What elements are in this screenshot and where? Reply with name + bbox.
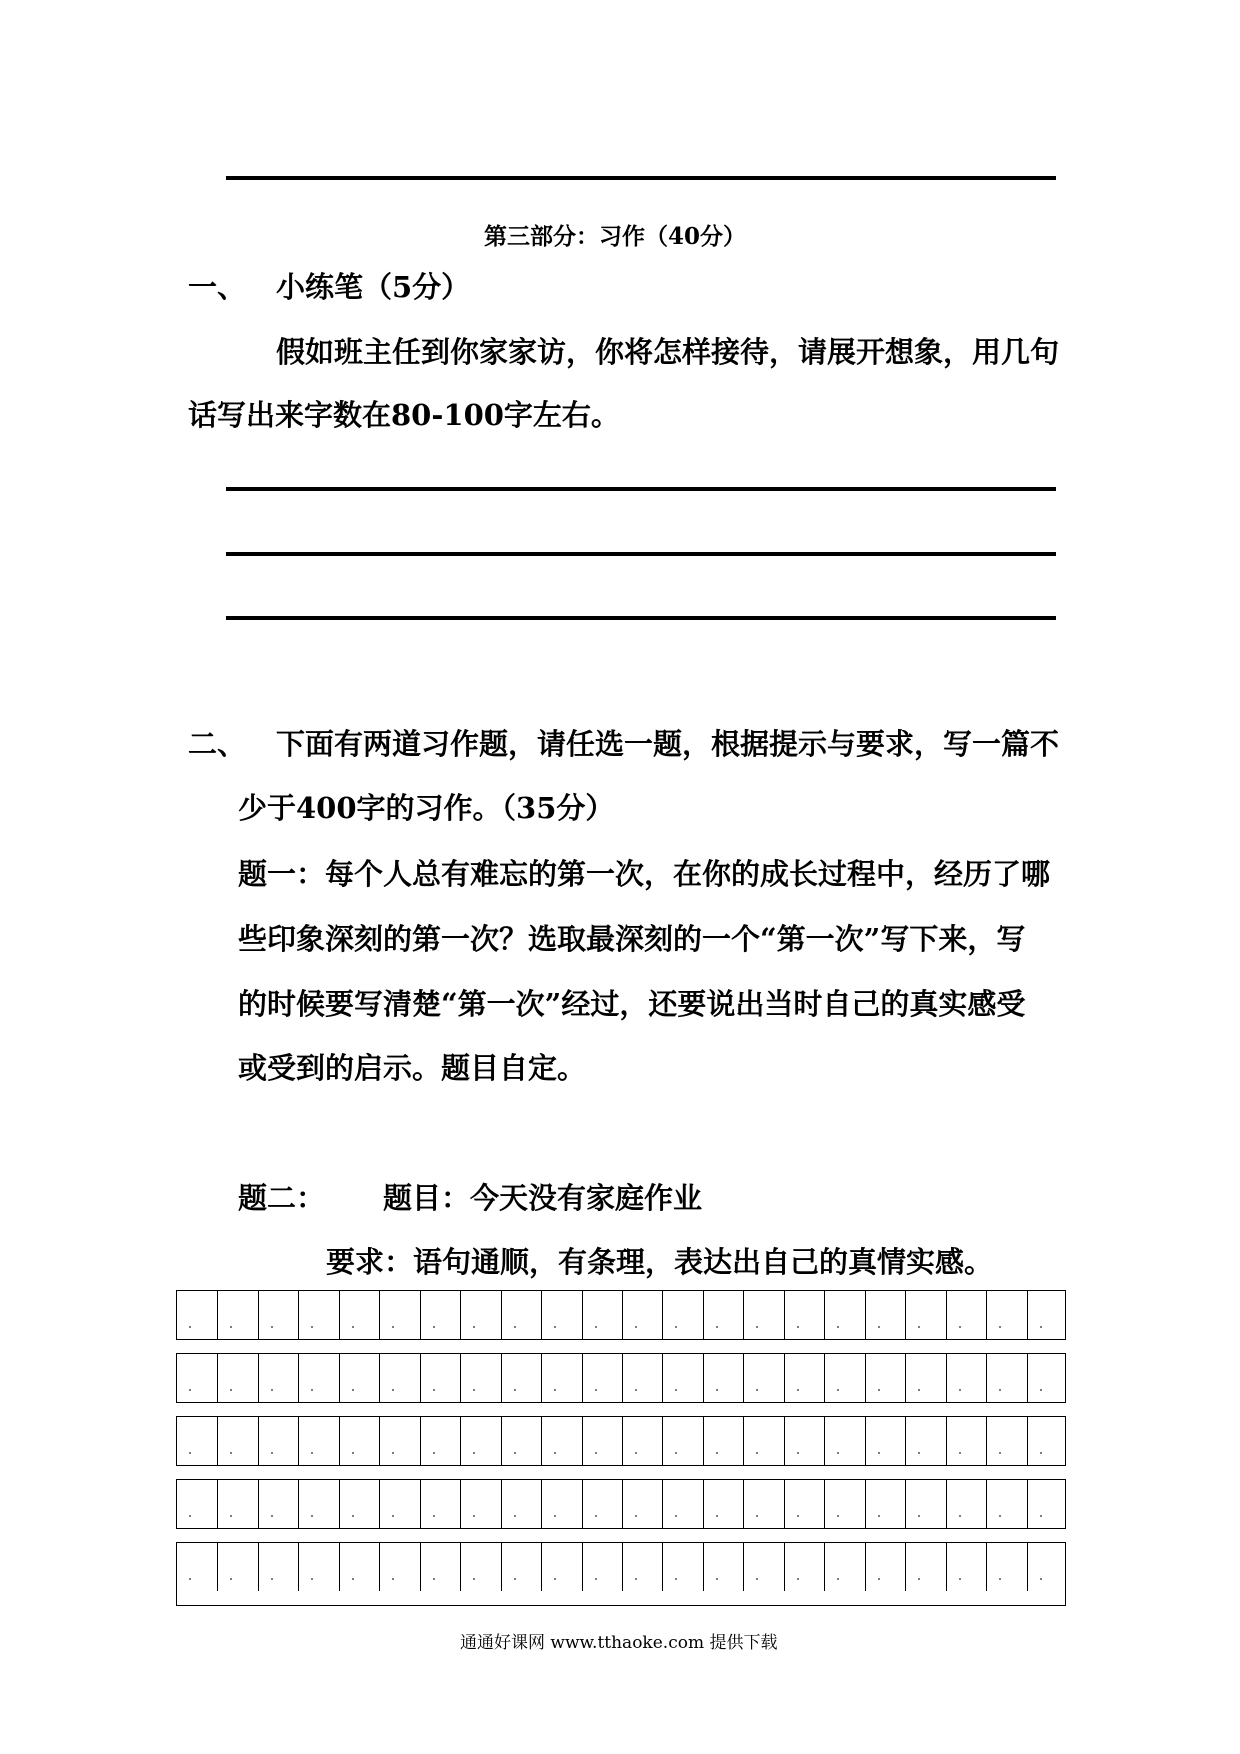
grid-cell[interactable] bbox=[1027, 1291, 1067, 1339]
grid-cell[interactable] bbox=[420, 1543, 460, 1591]
grid-cell[interactable] bbox=[258, 1417, 298, 1465]
grid-dot bbox=[352, 1452, 354, 1454]
grid-dot bbox=[230, 1389, 232, 1391]
grid-cell[interactable] bbox=[217, 1417, 257, 1465]
grid-dot bbox=[554, 1578, 556, 1580]
grid-dot bbox=[473, 1515, 475, 1517]
grid-cell[interactable] bbox=[379, 1417, 419, 1465]
grid-cell[interactable] bbox=[784, 1291, 824, 1339]
grid-dot bbox=[999, 1515, 1001, 1517]
grid-cell[interactable] bbox=[298, 1480, 338, 1528]
grid-dot bbox=[473, 1452, 475, 1454]
grid-dot bbox=[473, 1389, 475, 1391]
grid-dot bbox=[716, 1578, 718, 1580]
grid-cell[interactable] bbox=[541, 1543, 581, 1591]
grid-cell[interactable] bbox=[501, 1543, 541, 1591]
grid-cell[interactable] bbox=[905, 1417, 945, 1465]
writing-grid[interactable] bbox=[176, 1290, 1066, 1606]
grid-cell[interactable] bbox=[258, 1291, 298, 1339]
grid-dot bbox=[635, 1578, 637, 1580]
grid-dot bbox=[392, 1389, 394, 1391]
grid-dot bbox=[837, 1515, 839, 1517]
grid-cell[interactable] bbox=[1027, 1543, 1067, 1591]
grid-cell[interactable] bbox=[824, 1480, 864, 1528]
grid-cell[interactable] bbox=[258, 1480, 298, 1528]
grid-dot bbox=[189, 1326, 191, 1328]
grid-cell[interactable] bbox=[743, 1417, 783, 1465]
grid-cell[interactable] bbox=[946, 1354, 986, 1402]
grid-cell[interactable] bbox=[622, 1291, 662, 1339]
grid-dot bbox=[230, 1578, 232, 1580]
grid-cell[interactable] bbox=[420, 1417, 460, 1465]
grid-dot bbox=[959, 1578, 961, 1580]
grid-cell[interactable] bbox=[582, 1354, 622, 1402]
grid-dot bbox=[797, 1326, 799, 1328]
part1-prompt-line1: 假如班主任到你家家访，你将怎样接待，请展开想象，用几句 bbox=[276, 335, 1060, 369]
grid-cell[interactable] bbox=[217, 1291, 257, 1339]
grid-dot bbox=[918, 1452, 920, 1454]
grid-dot bbox=[675, 1452, 677, 1454]
grid-cell[interactable] bbox=[946, 1291, 986, 1339]
grid-dot bbox=[756, 1452, 758, 1454]
part2-intro-line1: 下面有两道习作题，请任选一题，根据提示与要求，写一篇不 bbox=[276, 727, 1060, 761]
grid-dot bbox=[837, 1389, 839, 1391]
grid-dot bbox=[595, 1578, 597, 1580]
grid-cell[interactable] bbox=[420, 1354, 460, 1402]
grid-dot bbox=[878, 1515, 880, 1517]
grid-cell[interactable] bbox=[460, 1354, 500, 1402]
grid-dot bbox=[1040, 1389, 1042, 1391]
grid-cell[interactable] bbox=[339, 1291, 379, 1339]
grid-dot bbox=[1040, 1326, 1042, 1328]
grid-cell[interactable] bbox=[946, 1480, 986, 1528]
topic2-requirement: 要求：语句通顺，有条理，表达出自己的真情实感。 bbox=[326, 1245, 994, 1279]
grid-dot bbox=[473, 1326, 475, 1328]
grid-dot bbox=[999, 1326, 1001, 1328]
grid-cell[interactable] bbox=[784, 1543, 824, 1591]
grid-cell[interactable] bbox=[582, 1417, 622, 1465]
grid-cell[interactable] bbox=[824, 1291, 864, 1339]
grid-cell[interactable] bbox=[986, 1417, 1026, 1465]
grid-dot bbox=[271, 1578, 273, 1580]
grid-cell[interactable] bbox=[420, 1480, 460, 1528]
grid-dot bbox=[352, 1515, 354, 1517]
grid-dot bbox=[797, 1452, 799, 1454]
grid-dot bbox=[352, 1326, 354, 1328]
grid-cell[interactable] bbox=[986, 1543, 1026, 1591]
grid-row bbox=[176, 1353, 1066, 1403]
grid-cell[interactable] bbox=[662, 1354, 702, 1402]
grid-cell[interactable] bbox=[662, 1480, 702, 1528]
grid-cell[interactable] bbox=[784, 1417, 824, 1465]
part1-prompt-line2: 话写出来字数在80-100字左右。 bbox=[188, 398, 620, 432]
grid-dot bbox=[189, 1578, 191, 1580]
grid-dot bbox=[189, 1515, 191, 1517]
grid-dot bbox=[352, 1389, 354, 1391]
grid-dot bbox=[189, 1389, 191, 1391]
part2-intro-line2: 少于400字的习作。（35分） bbox=[238, 791, 615, 825]
grid-cell[interactable] bbox=[865, 1354, 905, 1402]
grid-cell[interactable] bbox=[986, 1354, 1026, 1402]
grid-dot bbox=[514, 1326, 516, 1328]
grid-dot bbox=[554, 1452, 556, 1454]
grid-dot bbox=[595, 1515, 597, 1517]
grid-dot bbox=[635, 1389, 637, 1391]
grid-dot bbox=[595, 1389, 597, 1391]
grid-dot bbox=[878, 1326, 880, 1328]
grid-cell[interactable] bbox=[905, 1543, 945, 1591]
grid-cell[interactable] bbox=[622, 1480, 662, 1528]
grid-cell[interactable] bbox=[784, 1354, 824, 1402]
grid-dot bbox=[635, 1452, 637, 1454]
grid-dot bbox=[514, 1452, 516, 1454]
grid-cell[interactable] bbox=[905, 1354, 945, 1402]
grid-dot bbox=[675, 1326, 677, 1328]
topic2-title: 题目：今天没有家庭作业 bbox=[383, 1181, 703, 1215]
grid-dot bbox=[311, 1389, 313, 1391]
grid-dot bbox=[514, 1389, 516, 1391]
part1-number: 一、 bbox=[188, 270, 247, 304]
grid-dot bbox=[230, 1515, 232, 1517]
grid-cell[interactable] bbox=[703, 1291, 743, 1339]
part1-heading: 小练笔（5分） bbox=[276, 270, 471, 304]
grid-dot bbox=[433, 1389, 435, 1391]
grid-dot bbox=[392, 1578, 394, 1580]
grid-dot bbox=[959, 1515, 961, 1517]
grid-cell[interactable] bbox=[339, 1480, 379, 1528]
grid-dot bbox=[554, 1515, 556, 1517]
topic1-line4: 或受到的启示。题目自定。 bbox=[238, 1051, 587, 1085]
grid-dot bbox=[433, 1578, 435, 1580]
grid-dot bbox=[959, 1389, 961, 1391]
grid-cell[interactable] bbox=[460, 1417, 500, 1465]
grid-cell[interactable] bbox=[824, 1543, 864, 1591]
grid-cell[interactable] bbox=[501, 1291, 541, 1339]
grid-dot bbox=[311, 1452, 313, 1454]
grid-dot bbox=[433, 1326, 435, 1328]
grid-cell[interactable] bbox=[501, 1417, 541, 1465]
grid-dot bbox=[271, 1515, 273, 1517]
grid-dot bbox=[230, 1326, 232, 1328]
grid-dot bbox=[392, 1452, 394, 1454]
grid-dot bbox=[230, 1452, 232, 1454]
grid-cell[interactable] bbox=[258, 1543, 298, 1591]
grid-cell[interactable] bbox=[460, 1291, 500, 1339]
grid-dot bbox=[189, 1452, 191, 1454]
grid-cell[interactable] bbox=[905, 1480, 945, 1528]
footer-credit: 通通好课网 www.tthaoke.com 提供下载 bbox=[460, 1633, 778, 1653]
grid-cell[interactable] bbox=[622, 1417, 662, 1465]
grid-cell[interactable] bbox=[541, 1354, 581, 1402]
grid-row bbox=[176, 1416, 1066, 1466]
grid-dot bbox=[352, 1578, 354, 1580]
grid-cell[interactable] bbox=[865, 1417, 905, 1465]
grid-dot bbox=[878, 1452, 880, 1454]
grid-dot bbox=[473, 1578, 475, 1580]
grid-cell[interactable] bbox=[703, 1480, 743, 1528]
grid-cell[interactable] bbox=[298, 1417, 338, 1465]
topic1-line3: 的时候要写清楚“第一次”经过，还要说出当时自己的真实感受 bbox=[238, 987, 1026, 1021]
grid-dot bbox=[756, 1515, 758, 1517]
grid-cell[interactable] bbox=[379, 1291, 419, 1339]
grid-cell[interactable] bbox=[379, 1543, 419, 1591]
grid-cell[interactable] bbox=[905, 1291, 945, 1339]
grid-cell[interactable] bbox=[986, 1480, 1026, 1528]
grid-dot bbox=[392, 1326, 394, 1328]
topic1-line1: 题一：每个人总有难忘的第一次，在你的成长过程中，经历了哪 bbox=[238, 857, 1051, 891]
grid-dot bbox=[716, 1452, 718, 1454]
grid-dot bbox=[999, 1452, 1001, 1454]
grid-dot bbox=[675, 1515, 677, 1517]
part2-number: 二、 bbox=[188, 727, 247, 761]
grid-dot bbox=[837, 1326, 839, 1328]
grid-cell[interactable] bbox=[946, 1417, 986, 1465]
grid-cell[interactable] bbox=[743, 1480, 783, 1528]
grid-dot bbox=[999, 1578, 1001, 1580]
grid-cell[interactable] bbox=[177, 1354, 217, 1402]
grid-cell[interactable] bbox=[703, 1417, 743, 1465]
grid-dot bbox=[675, 1389, 677, 1391]
grid-cell[interactable] bbox=[177, 1291, 217, 1339]
grid-dot bbox=[918, 1389, 920, 1391]
grid-dot bbox=[756, 1326, 758, 1328]
answer-line bbox=[226, 552, 1056, 556]
grid-dot bbox=[918, 1515, 920, 1517]
grid-dot bbox=[554, 1326, 556, 1328]
grid-dot bbox=[797, 1578, 799, 1580]
grid-cell[interactable] bbox=[865, 1543, 905, 1591]
grid-cell[interactable] bbox=[865, 1480, 905, 1528]
grid-dot bbox=[311, 1515, 313, 1517]
grid-dot bbox=[271, 1389, 273, 1391]
grid-dot bbox=[797, 1389, 799, 1391]
grid-dot bbox=[716, 1389, 718, 1391]
grid-dot bbox=[878, 1578, 880, 1580]
grid-cell[interactable] bbox=[1027, 1417, 1067, 1465]
grid-cell[interactable] bbox=[946, 1543, 986, 1591]
grid-cell[interactable] bbox=[501, 1354, 541, 1402]
grid-cell[interactable] bbox=[541, 1417, 581, 1465]
grid-dot bbox=[595, 1452, 597, 1454]
grid-cell[interactable] bbox=[177, 1417, 217, 1465]
grid-cell[interactable] bbox=[217, 1543, 257, 1591]
grid-dot bbox=[999, 1389, 1001, 1391]
grid-dot bbox=[392, 1515, 394, 1517]
grid-dot bbox=[959, 1326, 961, 1328]
topic1-line2: 些印象深刻的第一次？选取最深刻的一个“第一次”写下来，写 bbox=[238, 922, 1026, 956]
grid-cell[interactable] bbox=[379, 1480, 419, 1528]
grid-dot bbox=[837, 1578, 839, 1580]
grid-cell[interactable] bbox=[743, 1543, 783, 1591]
grid-dot bbox=[514, 1515, 516, 1517]
grid-cell[interactable] bbox=[703, 1354, 743, 1402]
grid-dot bbox=[1040, 1578, 1042, 1580]
grid-dot bbox=[756, 1389, 758, 1391]
grid-cell[interactable] bbox=[1027, 1354, 1067, 1402]
grid-cell[interactable] bbox=[784, 1480, 824, 1528]
grid-dot bbox=[635, 1326, 637, 1328]
grid-cell[interactable] bbox=[217, 1354, 257, 1402]
grid-dot bbox=[797, 1515, 799, 1517]
grid-row bbox=[176, 1479, 1066, 1529]
grid-cell[interactable] bbox=[298, 1354, 338, 1402]
grid-cell[interactable] bbox=[217, 1480, 257, 1528]
grid-dot bbox=[311, 1578, 313, 1580]
grid-row bbox=[176, 1542, 1066, 1606]
section-title: 第三部分：习作（40分） bbox=[484, 223, 747, 250]
grid-cell[interactable] bbox=[420, 1291, 460, 1339]
grid-cell[interactable] bbox=[1027, 1480, 1067, 1528]
grid-dot bbox=[1040, 1452, 1042, 1454]
grid-dot bbox=[595, 1326, 597, 1328]
grid-cell[interactable] bbox=[541, 1480, 581, 1528]
grid-cell[interactable] bbox=[541, 1291, 581, 1339]
grid-dot bbox=[756, 1578, 758, 1580]
grid-cell[interactable] bbox=[177, 1480, 217, 1528]
grid-dot bbox=[271, 1452, 273, 1454]
answer-line bbox=[226, 616, 1056, 620]
grid-dot bbox=[675, 1578, 677, 1580]
grid-cell[interactable] bbox=[622, 1354, 662, 1402]
grid-dot bbox=[959, 1452, 961, 1454]
grid-cell[interactable] bbox=[582, 1543, 622, 1591]
answer-line bbox=[226, 487, 1056, 491]
grid-cell[interactable] bbox=[339, 1354, 379, 1402]
grid-cell[interactable] bbox=[824, 1354, 864, 1402]
grid-cell[interactable] bbox=[662, 1417, 702, 1465]
grid-dot bbox=[271, 1326, 273, 1328]
grid-cell[interactable] bbox=[582, 1291, 622, 1339]
grid-cell[interactable] bbox=[582, 1480, 622, 1528]
top-rule bbox=[226, 176, 1056, 180]
grid-cell[interactable] bbox=[622, 1543, 662, 1591]
grid-cell[interactable] bbox=[298, 1291, 338, 1339]
grid-cell[interactable] bbox=[339, 1543, 379, 1591]
grid-dot bbox=[433, 1452, 435, 1454]
grid-cell[interactable] bbox=[662, 1543, 702, 1591]
grid-dot bbox=[918, 1578, 920, 1580]
grid-cell[interactable] bbox=[460, 1480, 500, 1528]
grid-cell[interactable] bbox=[662, 1291, 702, 1339]
grid-dot bbox=[918, 1326, 920, 1328]
grid-cell[interactable] bbox=[339, 1417, 379, 1465]
grid-cell[interactable] bbox=[865, 1291, 905, 1339]
grid-cell[interactable] bbox=[298, 1543, 338, 1591]
topic2-label: 题二： bbox=[238, 1181, 326, 1215]
grid-dot bbox=[311, 1326, 313, 1328]
grid-dot bbox=[514, 1578, 516, 1580]
grid-row bbox=[176, 1290, 1066, 1340]
grid-cell[interactable] bbox=[743, 1354, 783, 1402]
grid-cell[interactable] bbox=[258, 1354, 298, 1402]
grid-dot bbox=[554, 1389, 556, 1391]
grid-cell[interactable] bbox=[743, 1291, 783, 1339]
grid-cell[interactable] bbox=[501, 1480, 541, 1528]
grid-cell[interactable] bbox=[703, 1543, 743, 1591]
grid-cell[interactable] bbox=[986, 1291, 1026, 1339]
grid-cell[interactable] bbox=[460, 1543, 500, 1591]
grid-dot bbox=[635, 1515, 637, 1517]
grid-dot bbox=[433, 1515, 435, 1517]
grid-dot bbox=[716, 1326, 718, 1328]
grid-dot bbox=[878, 1389, 880, 1391]
grid-dot bbox=[837, 1452, 839, 1454]
grid-dot bbox=[716, 1515, 718, 1517]
grid-cell[interactable] bbox=[177, 1543, 217, 1591]
grid-dot bbox=[1040, 1515, 1042, 1517]
grid-cell[interactable] bbox=[824, 1417, 864, 1465]
grid-cell[interactable] bbox=[379, 1354, 419, 1402]
